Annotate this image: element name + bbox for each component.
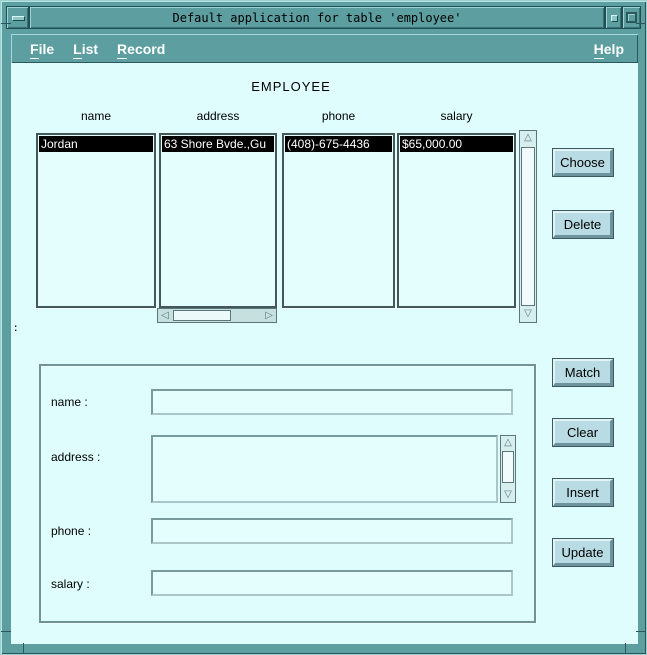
scroll-right-icon[interactable]: ▷ — [265, 310, 273, 321]
address-field-label: address : — [51, 450, 101, 464]
titlebar — [6, 6, 641, 29]
minimize-icon — [611, 15, 617, 21]
choose-button[interactable]: Choose — [553, 149, 613, 176]
column-header-salary: salary — [440, 109, 473, 123]
frame-notch — [636, 23, 646, 24]
name-field[interactable] — [151, 389, 513, 415]
menu-help[interactable]: Help — [593, 40, 624, 57]
window-menu-button[interactable] — [6, 6, 29, 29]
maximize-icon — [626, 12, 637, 23]
titlebar-title[interactable] — [29, 6, 605, 29]
frame-notch — [1, 631, 11, 632]
address-field-scroll-thumb[interactable] — [502, 451, 514, 483]
menubar — [11, 34, 638, 63]
name-list[interactable] — [36, 133, 156, 308]
scroll-up-icon[interactable]: △ — [524, 132, 532, 143]
name-field-label: name : — [51, 395, 88, 409]
table-title: EMPLOYEE — [251, 79, 331, 94]
menu-file[interactable]: File — [30, 40, 55, 57]
name-list-selected-row[interactable]: Jordan — [39, 136, 153, 152]
list-vscroll-thumb[interactable] — [521, 147, 535, 306]
match-button[interactable]: Match — [553, 359, 613, 386]
address-list-selected-row[interactable]: 63 Shore Bvde.,Gu — [162, 136, 274, 152]
address-list[interactable] — [159, 133, 277, 308]
maximize-button[interactable] — [622, 6, 641, 29]
salary-list-selected-row[interactable]: $65,000.00 — [400, 136, 513, 152]
minimize-button[interactable] — [605, 6, 622, 29]
update-button[interactable]: Update — [553, 539, 613, 566]
window-menu-dash-icon — [12, 16, 24, 20]
frame-notch — [23, 643, 24, 654]
scroll-left-icon[interactable]: ◁ — [161, 310, 169, 321]
frame-notch — [625, 643, 626, 654]
column-header-phone: phone — [321, 109, 356, 123]
list-vertical-scrollbar[interactable] — [519, 130, 537, 323]
main-content — [11, 63, 638, 644]
address-horizontal-scrollbar[interactable] — [157, 308, 277, 323]
salary-field[interactable] — [151, 570, 513, 596]
phone-list[interactable] — [282, 133, 395, 308]
scroll-down-icon[interactable]: ▽ — [524, 308, 532, 319]
address-hscroll-thumb[interactable] — [173, 310, 231, 321]
window-title: Default application for table 'employee' — [172, 10, 462, 25]
column-header-address: address — [196, 109, 240, 123]
phone-field-label: phone : — [51, 524, 92, 538]
scroll-down-icon[interactable]: ▽ — [504, 489, 512, 500]
scroll-up-icon[interactable]: △ — [504, 437, 512, 448]
record-form — [39, 364, 536, 623]
address-field[interactable] — [151, 435, 498, 503]
frame-notch — [1, 23, 11, 24]
phone-list-selected-row[interactable]: (408)-675-4436 — [285, 136, 392, 152]
stray-mark: : — [14, 323, 18, 334]
menu-list[interactable]: List — [73, 40, 99, 57]
clear-button[interactable]: Clear — [553, 419, 613, 446]
menu-record[interactable]: Record — [117, 40, 166, 57]
address-field-scrollbar[interactable] — [500, 435, 516, 503]
insert-button[interactable]: Insert — [553, 479, 613, 506]
delete-button[interactable]: Delete — [553, 211, 613, 238]
column-header-name: name — [80, 109, 112, 123]
phone-field[interactable] — [151, 518, 513, 544]
salary-field-label: salary : — [51, 577, 90, 591]
frame-notch — [636, 631, 646, 632]
salary-list[interactable] — [397, 133, 516, 308]
